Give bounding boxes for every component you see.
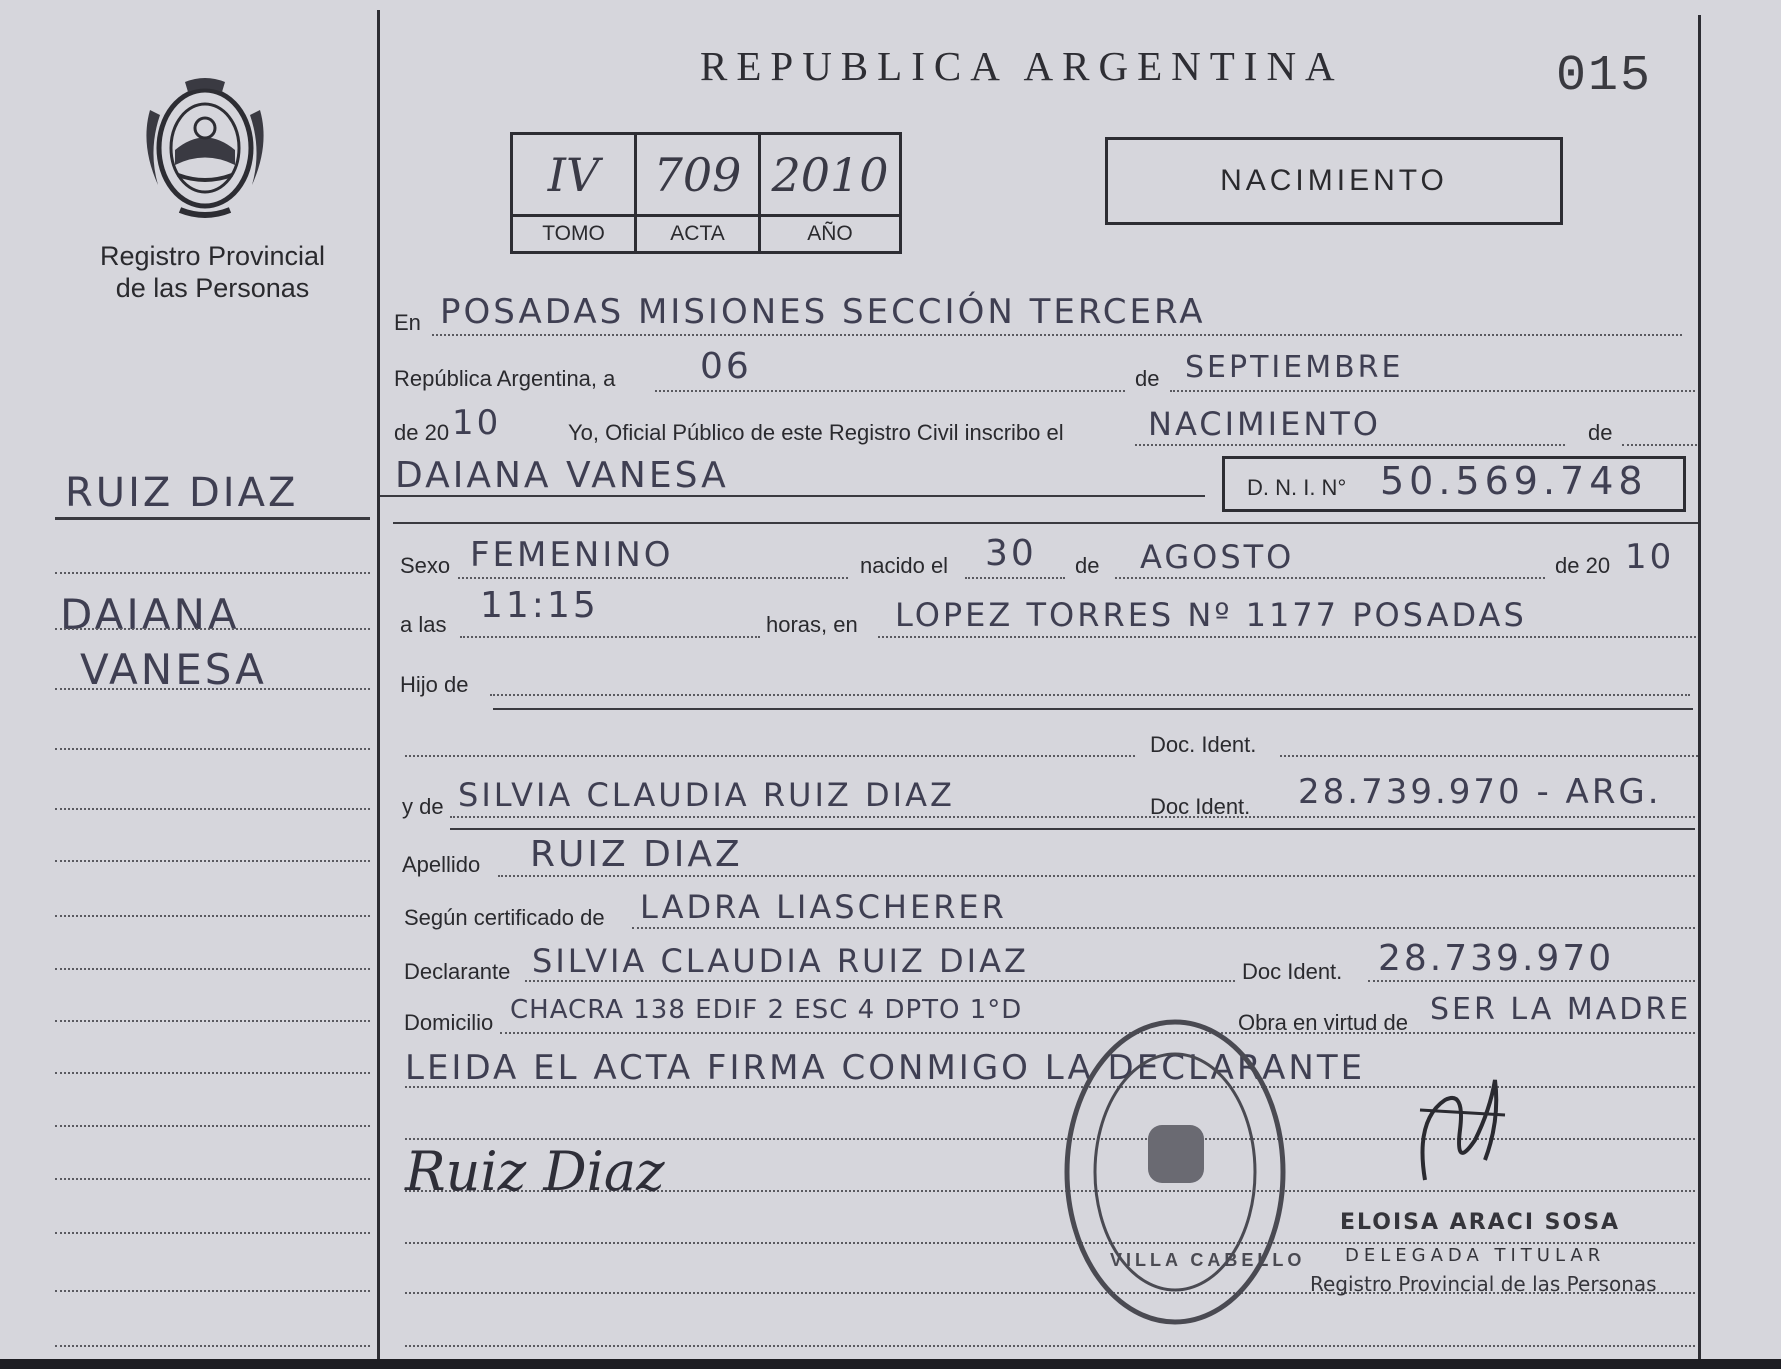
sidebar-line xyxy=(55,1020,370,1022)
republica-label: República Argentina, a xyxy=(394,366,616,391)
hijo-line xyxy=(490,694,1690,696)
event-value: NACIMIENTO xyxy=(1148,405,1381,443)
dni-label: D. N. I. N° xyxy=(1247,475,1347,500)
official-signature-icon xyxy=(1405,1060,1525,1200)
sidebar-line xyxy=(55,860,370,862)
nacido-label: nacido el xyxy=(860,553,949,578)
blank-line xyxy=(405,1242,1695,1244)
birth-day-line xyxy=(965,577,1065,579)
de2010-label: de 20 xyxy=(1555,553,1611,578)
birth-year-suffix-value: 10 xyxy=(1625,537,1675,577)
apellido-label: Apellido xyxy=(402,852,481,877)
sidebar-line xyxy=(55,1072,370,1074)
birth-month-line xyxy=(1115,577,1545,579)
alas-label: a las xyxy=(400,612,447,637)
declarante-doc-value: 28.739.970 xyxy=(1378,938,1615,979)
certificado-value: LADRA LIASCHERER xyxy=(640,888,1007,926)
doc-ident-label-3: Doc Ident. xyxy=(1242,959,1343,984)
official-stamp-icon xyxy=(1060,1015,1290,1330)
declarante-doc-line xyxy=(1368,980,1695,982)
mother-line-2 xyxy=(450,828,1695,830)
de-label-3: de xyxy=(1075,553,1100,578)
domicilio-label: Domicilio xyxy=(404,1010,494,1035)
blank-line xyxy=(405,1345,1695,1347)
sidebar-surname: RUIZ DIAZ xyxy=(65,470,299,516)
sidebar-line xyxy=(55,1345,370,1347)
sidebar-line xyxy=(55,808,370,810)
tomo-label: TOMO xyxy=(513,217,637,251)
domicilio-value: CHACRA 138 EDIF 2 ESC 4 DPTO 1°D xyxy=(510,995,1023,1025)
sexo-line xyxy=(458,577,848,579)
right-border-rule xyxy=(1698,15,1701,1359)
declarante-value: SILVIA CLAUDIA RUIZ DIAZ xyxy=(532,942,1029,980)
sidebar-line xyxy=(55,1232,370,1234)
sidebar-surname-underline xyxy=(55,517,370,520)
sexo-label: Sexo xyxy=(400,553,451,578)
child-name-value: DAIANA VANESA xyxy=(395,455,729,496)
day-value: 06 xyxy=(700,346,752,387)
mother-name-value: SILVIA CLAUDIA RUIZ DIAZ xyxy=(458,776,955,814)
apellido-line xyxy=(498,875,1695,877)
horas-label: horas, en xyxy=(766,612,858,637)
month-value: SEPTIEMBRE xyxy=(1185,350,1404,385)
sidebar-name-line-2: VANESA xyxy=(80,645,267,694)
registry-name xyxy=(70,240,355,304)
sexo-value: FEMENINO xyxy=(470,535,674,575)
sidebar-line xyxy=(55,915,370,917)
mother-line xyxy=(450,816,1695,818)
declarante-label: Declarante xyxy=(404,959,511,984)
registry-line-2: de las Personas xyxy=(115,273,310,303)
place-value: POSADAS MISIONES SECCIÓN TERCERA xyxy=(440,292,1206,332)
hijo-label: Hijo de xyxy=(400,672,469,697)
yde-label: y de xyxy=(402,794,444,819)
sidebar-line xyxy=(55,1125,370,1127)
de-line xyxy=(1622,444,1697,446)
doc-ident-label-2: Doc Ident. xyxy=(1150,794,1251,819)
page-title: REPUBLICA ARGENTINA xyxy=(700,43,1344,89)
birth-time-value: 11:15 xyxy=(480,585,599,626)
official-title: DELEGADA TITULAR xyxy=(1345,1245,1606,1266)
declarante-line xyxy=(525,980,1235,982)
official-office: Registro Provincial de las Personas xyxy=(1310,1272,1657,1296)
sidebar-line xyxy=(55,1290,370,1292)
birth-place-line xyxy=(878,636,1696,638)
hijo-line-2 xyxy=(493,708,1693,710)
de20-label: de 20 xyxy=(394,420,450,445)
tomo-value: IV xyxy=(513,135,637,217)
month-line xyxy=(1170,390,1695,392)
sidebar-line xyxy=(55,572,370,574)
stamp-center-text: VILLA CABELLO xyxy=(1110,1250,1306,1270)
certificado-line xyxy=(632,927,1695,929)
birth-month-value: AGOSTO xyxy=(1140,538,1295,576)
official-name: ELOISA ARACI SOSA xyxy=(1340,1210,1621,1235)
day-line xyxy=(655,390,1125,392)
apellido-value: RUIZ DIAZ xyxy=(530,834,743,875)
year-suffix-value: 10 xyxy=(452,403,502,443)
provincia-misiones-seal-icon xyxy=(130,70,280,220)
birth-day-value: 30 xyxy=(985,533,1037,574)
anio-label: AÑO xyxy=(807,222,853,245)
certificado-label: Según certificado de xyxy=(404,905,605,930)
folio-number: 015 xyxy=(1556,48,1653,105)
declarant-signature: Ruiz Diaz xyxy=(405,1140,665,1203)
place-line xyxy=(432,334,1682,336)
sidebar-line xyxy=(55,748,370,750)
scan-bottom-edge xyxy=(0,1359,1781,1369)
obra-label: Obra en virtud de xyxy=(1238,1010,1408,1035)
de-label-2: de xyxy=(1588,420,1613,445)
record-reference-table xyxy=(510,132,902,254)
sidebar-name-line-1: DAIANA xyxy=(60,590,240,639)
sidebar-line xyxy=(55,968,370,970)
anio-value: 2010 xyxy=(761,135,899,217)
sidebar-line xyxy=(55,688,370,690)
father-doc-line xyxy=(1280,755,1698,757)
acta-label: ACTA xyxy=(637,217,761,251)
sidebar-line xyxy=(55,628,370,630)
sidebar-line xyxy=(55,1178,370,1180)
birth-place-value: LOPEZ TORRES Nº 1177 POSADAS xyxy=(895,596,1527,634)
acta-value: 709 xyxy=(637,135,761,217)
registry-line-1: Registro Provincial xyxy=(99,241,326,271)
event-line xyxy=(1135,444,1565,446)
oficial-label: Yo, Oficial Público de este Registro Civil inscribo el xyxy=(568,420,1064,445)
row-divider xyxy=(393,522,1698,524)
en-label: En xyxy=(394,310,421,335)
father-line xyxy=(405,755,1135,757)
closing-text: LEIDA EL ACTA FIRMA CONMIGO LA DECLARANTE xyxy=(405,1048,1366,1088)
doc-ident-label: Doc. Ident. xyxy=(1150,732,1257,757)
birth-time-line xyxy=(460,636,760,638)
left-margin-rule xyxy=(377,10,380,1359)
de-label: de xyxy=(1135,366,1160,391)
obra-value: SER LA MADRE xyxy=(1430,992,1692,1027)
dni-value: 50.569.748 xyxy=(1380,459,1648,503)
act-type-box: NACIMIENTO xyxy=(1105,137,1563,225)
mother-doc-value: 28.739.970 - ARG. xyxy=(1298,772,1662,812)
child-name-underline xyxy=(380,495,1205,497)
